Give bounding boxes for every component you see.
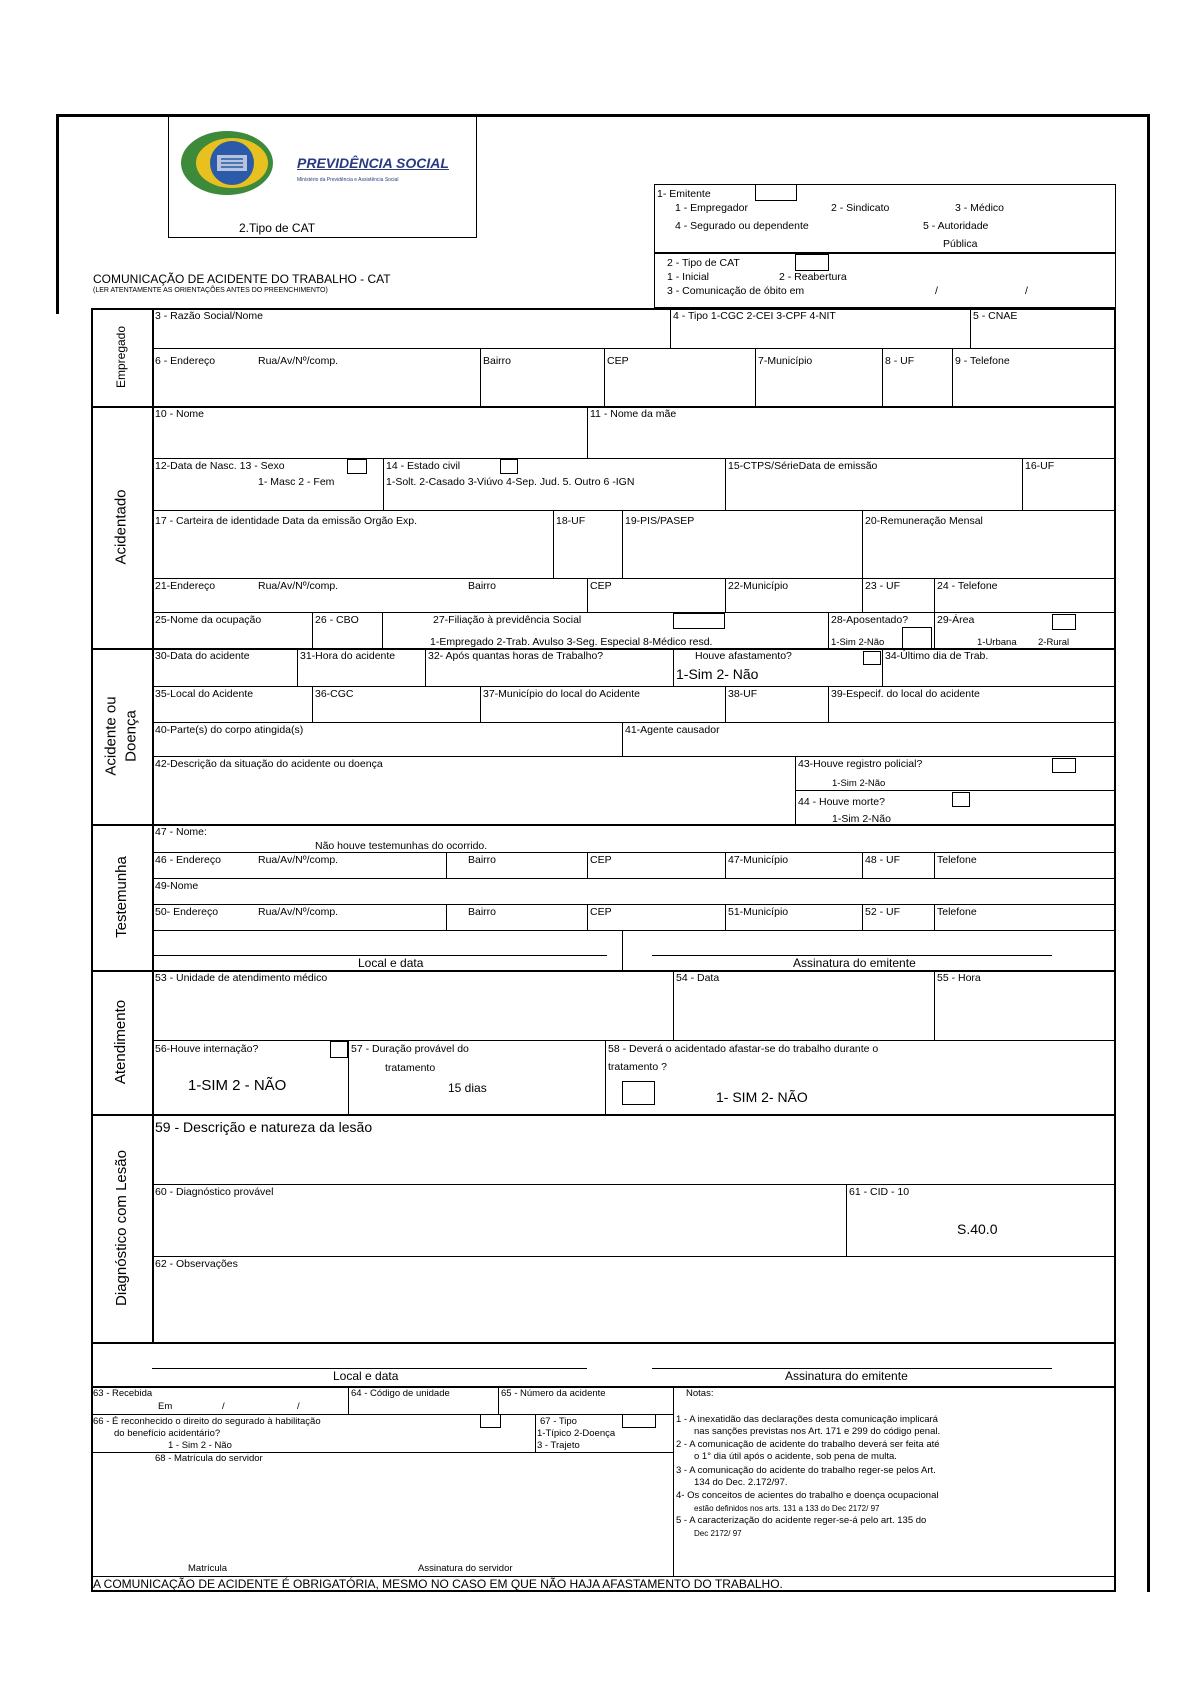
field-35-label: 35-Local do Acidente <box>155 688 254 700</box>
note-4b: estão definidos nos arts. 131 a 133 do Dec 2172/ 97 <box>694 1504 880 1513</box>
field-50-cep: CEP <box>590 906 612 918</box>
div-63-64 <box>348 1386 349 1414</box>
tipo-cat-checkbox[interactable] <box>795 254 829 271</box>
field-62-label: 62 - Observações <box>155 1258 238 1270</box>
field-8-label: 8 - UF <box>885 355 915 367</box>
emitente-box <box>654 184 1116 254</box>
section-diagnostico: Diagnóstico com Lesão <box>112 1150 130 1306</box>
field-58-label-b: tratamento ? <box>608 1061 667 1073</box>
field-61-value: S.40.0 <box>957 1221 998 1237</box>
field-46-bairro: Bairro <box>468 854 497 866</box>
row-line-35 <box>152 686 1116 687</box>
div-30-31 <box>297 648 298 686</box>
internacao-checkbox[interactable] <box>330 1041 348 1058</box>
div-18-19 <box>622 510 623 578</box>
field-47-nome-label: 47 - Nome: <box>155 826 207 838</box>
div-6-cep <box>604 348 605 406</box>
field-36-label: 36-CGC <box>315 688 354 700</box>
field-6-bairro: Bairro <box>483 355 512 367</box>
row-line-66 <box>91 1414 673 1415</box>
field-9-label: 9 - Telefone <box>955 355 1010 367</box>
field-23-label: 23 - UF <box>865 580 901 592</box>
note-1b: nas sanções previstas nos Art. 171 e 299 do código penal. <box>694 1426 941 1437</box>
tipo-cat-opt2: 2 - Reabertura <box>779 271 847 283</box>
emitente-opt1: 1 - Empregador <box>675 202 748 214</box>
div-4-5 <box>970 308 971 348</box>
field-46-label: 46 - Endereço <box>155 854 221 866</box>
div-46-bairro <box>446 852 447 878</box>
div-15-16 <box>1022 458 1023 510</box>
div-17-18 <box>553 510 554 578</box>
field-16-label: 16-UF <box>1025 460 1055 472</box>
emitente-opt2: 2 - Sindicato <box>831 202 890 214</box>
field-50-rua: Rua/Av/Nº/comp. <box>258 906 339 918</box>
estado-civil-checkbox[interactable] <box>500 459 518 474</box>
div-46-tel <box>934 852 935 878</box>
field-21-cep: CEP <box>590 580 612 592</box>
sexo-checkbox[interactable] <box>347 459 367 474</box>
page-frame-left <box>56 114 59 314</box>
div-50-bairro <box>446 904 447 930</box>
field-6-label: 6 - Endereço <box>155 355 216 367</box>
field-39-label: 39-Especif. do local do acidente <box>831 688 980 700</box>
div-50-mun <box>725 904 726 930</box>
section-acidentado: Acidentado <box>112 489 130 565</box>
field-61-label: 61 - CID - 10 <box>849 1186 910 1198</box>
field-56-label: 56-Houve internação? <box>155 1043 259 1055</box>
field-46-cep: CEP <box>590 854 612 866</box>
matricula-label: Matrícula <box>188 1563 228 1574</box>
div-21-cep <box>587 578 588 612</box>
field-21-bairro: Bairro <box>468 580 497 592</box>
field-6-rua: Rua/Av/Nº/comp. <box>258 355 339 367</box>
field-66-label-a: 66 - É reconhecido o direito do segurado à habilitação <box>93 1416 321 1427</box>
field-31-label: 31-Hora do acidente <box>300 650 396 662</box>
div-31-32 <box>425 648 426 686</box>
div-50-uf <box>862 904 863 930</box>
note-5a: 5 - A caracterização do acidente reger-se-á pelo art. 135 do <box>676 1515 927 1526</box>
row-line-49 <box>152 878 1116 879</box>
registro-policial-checkbox[interactable] <box>1052 758 1076 773</box>
field-14-opts: 1-Solt. 2-Casado 3-Viúvo 4-Sep. Jud. 5. Outro 6 -IGN <box>386 476 635 488</box>
field-11-label: 11 - Nome da mãe <box>590 408 677 420</box>
field-52-label: 52 - UF <box>865 906 901 918</box>
row-line-44 <box>795 790 1116 791</box>
aposentado-checkbox[interactable] <box>902 627 932 649</box>
filiacao-checkbox[interactable] <box>673 613 725 629</box>
form-title: COMUNICAÇÃO DE ACIDENTE DO TRABALHO - CAT <box>93 272 391 286</box>
field-58-label-a: 58 - Deverá o acidentado afastar-se do trabalho durante o <box>608 1043 879 1055</box>
div-footer-notes <box>673 1386 674 1576</box>
div-6-mun <box>755 348 756 406</box>
div-66-67 <box>535 1414 536 1452</box>
div-6-uf <box>882 348 883 406</box>
emitente-opt4: 4 - Segurado ou dependente <box>675 220 809 232</box>
field-30-label: 30-Data do acidente <box>155 650 250 662</box>
field-59-label: 59 - Descrição e natureza da lesão <box>155 1119 373 1135</box>
field-33-label: Houve afastamento? <box>695 650 792 662</box>
field-43-opts: 1-Sim 2-Não <box>832 778 886 789</box>
div-60-61 <box>846 1184 847 1256</box>
area-checkbox[interactable] <box>1052 614 1076 630</box>
div-6-tel <box>952 348 953 406</box>
section-testemunha: Testemunha <box>112 856 130 938</box>
field-66-opts: 1 - Sim 2 - Não <box>168 1440 232 1451</box>
div-3-4 <box>670 308 671 348</box>
section-atendimento: Atendimento <box>112 999 130 1085</box>
field-64-label: 64 - Código de unidade <box>351 1388 450 1399</box>
div-25-26 <box>312 612 313 648</box>
row-line-62 <box>152 1256 1116 1257</box>
div-19-20 <box>862 510 863 578</box>
notes-label: Notas: <box>686 1388 714 1399</box>
row-line-50 <box>152 904 1116 905</box>
row-line-6 <box>152 348 1116 349</box>
field-7-label: 7-Município <box>758 355 813 367</box>
row-line-21 <box>152 578 1116 579</box>
obito-slash-2: / <box>1025 285 1028 297</box>
logo-text: PREVIDÊNCIA SOCIAL <box>297 155 449 171</box>
div-38-39 <box>828 686 829 722</box>
field-67-opts-b: 3 - Trajeto <box>537 1440 580 1451</box>
field-29-label: 29-Área <box>937 614 975 626</box>
field-46-rua: Rua/Av/Nº/comp. <box>258 854 339 866</box>
row-line-60 <box>152 1184 1116 1185</box>
div-28-29 <box>934 612 935 648</box>
div-12-14 <box>383 458 384 510</box>
note-1a: 1 - A inexatidão das declarações desta comunicação implicará <box>676 1414 938 1425</box>
field-40-label: 40-Parte(s) do corpo atingida(s) <box>155 724 304 736</box>
field-53-label: 53 - Unidade de atendimento médico <box>155 972 328 984</box>
field-38-label: 38-UF <box>728 688 758 700</box>
div-6-bairro <box>480 348 481 406</box>
field-44-opts: 1-Sim 2-Não <box>832 813 891 825</box>
div-10-11 <box>587 406 588 458</box>
field-67-opts-a: 1-Típico 2-Doença <box>537 1428 616 1439</box>
div-64-65 <box>498 1386 499 1414</box>
note-5b: Dec 2172/ 97 <box>694 1529 742 1538</box>
field-3-label: 3 - Razão Social/Nome <box>155 310 263 322</box>
note-3a: 3 - A comunicação do acidente do trabalho reger-se pelos Art. <box>676 1465 936 1476</box>
field-50-label: 50- Endereço <box>155 906 219 918</box>
field-44-label: 44 - Houve morte? <box>798 796 885 808</box>
emitente-opt3: 3 - Médico <box>955 202 1005 214</box>
local-data-label-2: Local e data <box>333 1369 399 1383</box>
previdencia-logo-icon <box>177 125 287 205</box>
field-18-label: 18-UF <box>556 515 586 527</box>
assinatura-servidor-label: Assinatura do servidor <box>418 1563 513 1574</box>
div-35-36 <box>312 686 313 722</box>
field-26-label: 26 - CBO <box>315 614 359 626</box>
field-47m-label: 47-Município <box>728 854 789 866</box>
no-witness-text: Não houve testemunhas do ocorrido. <box>315 840 488 852</box>
sep-acidente <box>91 824 1116 826</box>
afastamento-checkbox[interactable] <box>863 651 881 665</box>
field-29-opt2: 2-Rural <box>1038 637 1070 648</box>
field-43-label: 43-Houve registro policial? <box>798 758 923 770</box>
div-21-uf <box>862 578 863 612</box>
tipo-acidente-checkbox[interactable] <box>622 1414 656 1428</box>
tipo-cat-opt3: 3 - Comunicação de óbito em <box>667 285 805 297</box>
section-acidente-line1: Acidente ou <box>102 696 120 776</box>
field-65-label: 65 - Número da acidente <box>501 1388 606 1399</box>
div-33-34 <box>882 648 883 686</box>
field-60-label: 60 - Diagnóstico provável <box>155 1186 274 1198</box>
field-57-label-a: 57 - Duração provável do <box>351 1043 469 1055</box>
field-42-label: 42-Descrição da situação do acidente ou doença <box>155 758 383 770</box>
row-line-42 <box>152 756 1116 757</box>
logo-subtext: Ministério da Previdência e Assistência Social <box>297 177 399 183</box>
field-28-opts: 1-Sim 2-Não <box>831 637 885 648</box>
div-46-cep <box>587 852 588 878</box>
row-line-sign <box>152 930 1116 931</box>
emitente-label: 1- Emitente <box>657 188 711 200</box>
div-21-mun <box>725 578 726 612</box>
row-line-25 <box>152 612 1116 613</box>
field-58-opts: 1- SIM 2- NÃO <box>716 1089 808 1105</box>
field-55-label: 55 - Hora <box>937 972 981 984</box>
field-37-label: 37-Município do local do Acidente <box>483 688 641 700</box>
section-column-divider <box>152 308 154 1344</box>
local-data-label-1: Local e data <box>358 956 424 970</box>
div-57-58 <box>605 1040 606 1114</box>
div-14-15 <box>725 458 726 510</box>
field-41-label: 41-Agente causador <box>625 724 720 736</box>
field-15-label: 15-CTPS/SérieData de emissão <box>728 460 878 472</box>
field-33-opts: 1-Sim 2- Não <box>676 666 759 682</box>
field-17-label: 17 - Carteira de identidade Data da emissão Orgão Exp. <box>155 515 418 527</box>
emitente-opt5b: Pública <box>943 238 978 250</box>
field-34-label: 34-Último dia de Trab. <box>885 650 989 662</box>
field-67-label: 67 - Tipo <box>540 1416 577 1427</box>
field-46-tel: Telefone <box>937 854 977 866</box>
row-line-40 <box>152 722 1116 723</box>
field-50-bairro: Bairro <box>468 906 497 918</box>
morte-checkbox[interactable] <box>952 792 970 807</box>
field-25-label: 25-Nome da ocupação <box>155 614 262 626</box>
div-36-37 <box>480 686 481 722</box>
note-2b: o 1° dia útil após o acidente, sob pena de multa. <box>694 1451 897 1462</box>
row-line-46 <box>152 852 1116 853</box>
tipo-cat-box <box>654 252 1116 308</box>
tipo-cat-label: 2 - Tipo de CAT <box>667 257 740 269</box>
field-5-label: 5 - CNAE <box>973 310 1018 322</box>
field-57-value: 15 dias <box>448 1081 487 1095</box>
field-27-opts: 1-Empregado 2-Trab. Avulso 3-Seg. Especial 8-Médico resd. <box>430 636 713 648</box>
field-57-label-b: tratamento <box>385 1062 436 1074</box>
div-40-41 <box>622 722 623 756</box>
field-21-label: 21-Endereço <box>155 580 216 592</box>
bottom-notice: A COMUNICAÇÃO DE ACIDENTE É OBRIGATÓRIA, MESMO NO CASO EM QUE NÃO HAJA AFASTAMENTO DO TRABALHO. <box>93 1577 783 1591</box>
note-4a: 4- Os conceitos de acientes do trabalho e doença ocupacional <box>676 1490 939 1501</box>
field-66-label-b: do benefício acidentário? <box>114 1428 221 1439</box>
field-6-cep: CEP <box>607 355 629 367</box>
field-63-label: 63 - Recebida <box>93 1388 153 1399</box>
emitente-checkbox[interactable] <box>755 184 797 201</box>
obito-slash-1: / <box>935 285 938 297</box>
section-acidente <box>91 648 152 824</box>
field-50-tel: Telefone <box>937 906 977 918</box>
div-26-27 <box>382 612 383 648</box>
field-32-label: 32- Após quantas horas de Trabalho? <box>428 650 604 662</box>
assinatura-label-2: Assinatura do emitente <box>785 1369 908 1383</box>
emitente-opt5: 5 - Autoridade <box>923 220 989 232</box>
field-63-slash-1: / <box>222 1401 225 1412</box>
field-63-em: Em <box>158 1401 173 1412</box>
field-68-label: 68 - Matrícula do servidor <box>155 1453 263 1464</box>
page-frame-right <box>1147 114 1150 1592</box>
field-63-slash-2: / <box>297 1401 300 1412</box>
field-29-opt1: 1-Urbana <box>977 637 1017 648</box>
field-48-label: 48 - UF <box>865 854 901 866</box>
sep-atendimento <box>91 1114 1116 1116</box>
div-50-tel <box>934 904 935 930</box>
field-13-opts: 1- Masc 2 - Fem <box>258 476 335 488</box>
logo-box <box>168 116 477 238</box>
field-49-label: 49-Nome <box>155 880 199 892</box>
logo-label: 2.Tipo de CAT <box>239 221 316 235</box>
row-line-17 <box>152 510 1116 511</box>
afastar-checkbox[interactable] <box>622 1081 655 1105</box>
div-46-uf <box>862 852 863 878</box>
div-21-tel <box>934 578 935 612</box>
section-empregado: Empregado <box>114 325 129 389</box>
field-51-label: 51-Município <box>728 906 789 918</box>
field-27-label: 27-Filiação à previdência Social <box>433 614 582 626</box>
div-54-55 <box>934 970 935 1040</box>
field-24-label: 24 - Telefone <box>937 580 998 592</box>
field-19-label: 19-PIS/PASEP <box>625 515 695 527</box>
field-20-label: 20-Remuneração Mensal <box>865 515 983 527</box>
div-53-54 <box>673 970 674 1040</box>
assinatura-label-1: Assinatura do emitente <box>793 956 916 970</box>
tipo-cat-opt1: 1 - Inicial <box>667 271 710 283</box>
div-sign <box>622 930 623 970</box>
note-3b: 134 do Dec. 2.172/97. <box>694 1477 788 1488</box>
div-46-mun <box>725 852 726 878</box>
div-27-28 <box>828 612 829 648</box>
div-50-cep <box>587 904 588 930</box>
row-line-56 <box>152 1040 1116 1041</box>
form-note: (LER ATENTAMENTE AS ORIENTAÇÕES ANTES DO PREENCHIMENTO) <box>93 287 328 294</box>
habilitacao-checkbox[interactable] <box>480 1414 501 1428</box>
div-37-38 <box>725 686 726 722</box>
field-22-label: 22-Município <box>728 580 789 592</box>
field-4-label: 4 - Tipo 1-CGC 2-CEI 3-CPF 4-NIT <box>673 310 836 322</box>
field-28-label: 28-Aposentado? <box>831 614 909 626</box>
div-32-33 <box>673 648 674 686</box>
field-14-label: 14 - Estado civil <box>386 460 461 472</box>
field-56-opts: 1-SIM 2 - NÃO <box>188 1077 287 1094</box>
div-56-57 <box>348 1040 349 1114</box>
field-12-label: 12-Data de Nasc. 13 - Sexo <box>155 460 285 472</box>
field-54-label: 54 - Data <box>676 972 720 984</box>
row-line-12 <box>152 458 1116 459</box>
section-acidente-line2: Doença <box>122 710 140 762</box>
field-10-label: 10 - Nome <box>155 408 205 420</box>
field-21-rua: Rua/Av/Nº/comp. <box>258 580 339 592</box>
sep-diagnostico <box>91 1342 1116 1344</box>
note-2a: 2 - A comunicação de acidente do trabalho deverá ser feita até <box>676 1439 940 1450</box>
